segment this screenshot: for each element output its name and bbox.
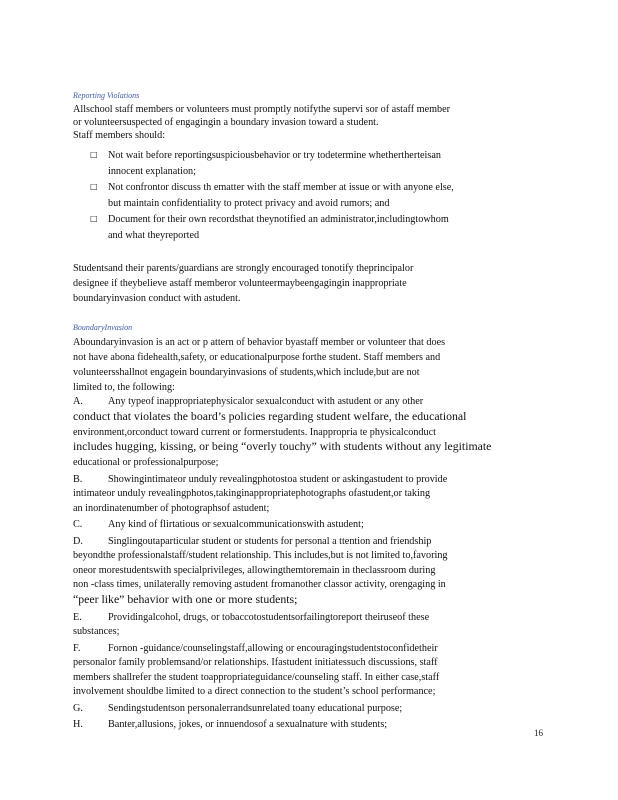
- list-item-line: involvement shouldbe limited to a direct connection to the student’s school performance;: [73, 686, 436, 697]
- paragraph-line: Aboundaryinvasion is an act or p attern of behavior byastaff member or volunteer that does: [73, 337, 446, 348]
- paragraph-line: boundaryinvasion conduct with astudent.: [73, 293, 241, 304]
- list-item-line: Fornon -guidance/counselingstaff,allowing or encouragingstudentstoconfidetheir: [108, 642, 438, 654]
- list-item-line: conduct that violates the board’s policies regarding student welfare, the educational: [73, 408, 467, 423]
- paragraph-line: designee if theybelieve astaff memberor volunteermaybeengagingin inappropriate: [73, 278, 407, 289]
- bullet-text-line: innocent explanation;: [108, 166, 196, 177]
- bullet-text-line: Document for their own recordsthat theynotified an administrator,includingtowhom: [108, 214, 449, 225]
- list-item-line: Banter,allusions, jokes, or innuendosof a sexualnature with students;: [108, 719, 388, 730]
- list-item-label: C.: [73, 519, 83, 530]
- list-item-line: “peer like” behavior with one or more students;: [73, 591, 298, 606]
- bullet-icon: □: [90, 150, 98, 159]
- list-item-line: Sendingstudentson personalerrandsunrelated toany educational purpose;: [108, 702, 403, 714]
- list-item-label: E.: [73, 611, 82, 623]
- list-item-label: B.: [73, 473, 83, 485]
- list-item-label: F.: [73, 642, 81, 654]
- list-item-line: includes hugging, kissing, or being “overly touchy” with students without any legitimate: [73, 439, 492, 453]
- bullet-text-line: but maintain confidentiality to protect privacy and avoid rumors; and: [108, 198, 390, 209]
- list-item-line: environment,orconduct toward current or formerstudents. Inappropria te physicalconduct: [73, 426, 436, 438]
- paragraph-line: or volunteersuspected of engagingin a boundary invasion toward a student.: [73, 117, 379, 128]
- paragraph-line: limited to, the following:: [73, 382, 175, 393]
- list-item-line: Singlingoutaparticular student or students for personal a ttention and friendship: [108, 535, 432, 547]
- list-item-line: educational or professionalpurpose;: [73, 457, 219, 468]
- list-item-line: Any kind of flirtatious or sexualcommunicationswith astudent;: [108, 519, 364, 530]
- paragraph-line: Studentsand their parents/guardians are strongly encouraged tonotify theprincipalor: [73, 263, 414, 274]
- paragraph-line: not have abona fidehealth,safety, or educationalpurpose forthe student. Staff members and: [73, 352, 441, 363]
- list-item-label: D.: [73, 535, 83, 547]
- list-item-line: Any typeof inappropriatephysicalor sexualconduct with astudent or any other: [108, 396, 424, 407]
- list-item-line: personalor family problemsand/or relationships. Ifastudent initiatessuch discussions, staff: [73, 657, 438, 668]
- bullet-text-line: and what theyreported: [108, 230, 200, 241]
- section-heading-reporting-violations: Reporting Violations: [73, 91, 140, 100]
- bullet-icon: □: [90, 182, 98, 191]
- page-number: 16: [534, 728, 543, 738]
- paragraph-line: Allschool staff members or volunteers must promptly notifythe supervi sor of astaff member: [73, 104, 451, 115]
- list-item-label: A.: [73, 396, 83, 407]
- list-item-line: an inordinatenumber of photographsof astudent;: [73, 502, 270, 514]
- paragraph-line: volunteersshallnot engagein boundaryinvasions of students,which include,but are not: [73, 367, 420, 378]
- list-item-line: Showingintimateor unduly revealingphotostoa student or askingastudent to provide: [108, 473, 448, 485]
- bullet-text-line: Not wait before reportingsuspiciousbehavior or try todetermine whethertherteisan: [108, 150, 441, 161]
- list-item-line: substances;: [73, 626, 120, 637]
- list-item-line: beyondthe professionalstaff/student relationship. This includes,but is not limited to,favoring: [73, 550, 448, 561]
- list-item-line: members shallrefer the student toappropriateguidance/counseling staff. In either case,staff: [73, 671, 440, 683]
- section-heading-boundary-invasion: BoundaryInvasion: [73, 323, 133, 332]
- list-item-label: H.: [73, 719, 83, 730]
- bullet-icon: □: [90, 214, 98, 223]
- list-item-line: Providingalcohol, drugs, or tobaccotostudentsorfailingtoreport theiruseof these: [108, 611, 430, 623]
- list-item-line: oneor morestudentswith specialprivileges, allowingthemtoremain in theclassroom during: [73, 564, 436, 576]
- list-item-label: G.: [73, 702, 83, 714]
- list-item-line: non -class times, unilaterally removing astudent fromanother classor activity, orengaging in: [73, 579, 446, 590]
- list-item-line: intimateor unduly revealingphotos,takinginappropriatephotographs ofastudent,or taking: [73, 488, 431, 499]
- bullet-text-line: Not confrontor discuss th ematter with the staff member at issue or with anyone else,: [108, 182, 454, 193]
- paragraph-line: Staff members should:: [73, 130, 166, 141]
